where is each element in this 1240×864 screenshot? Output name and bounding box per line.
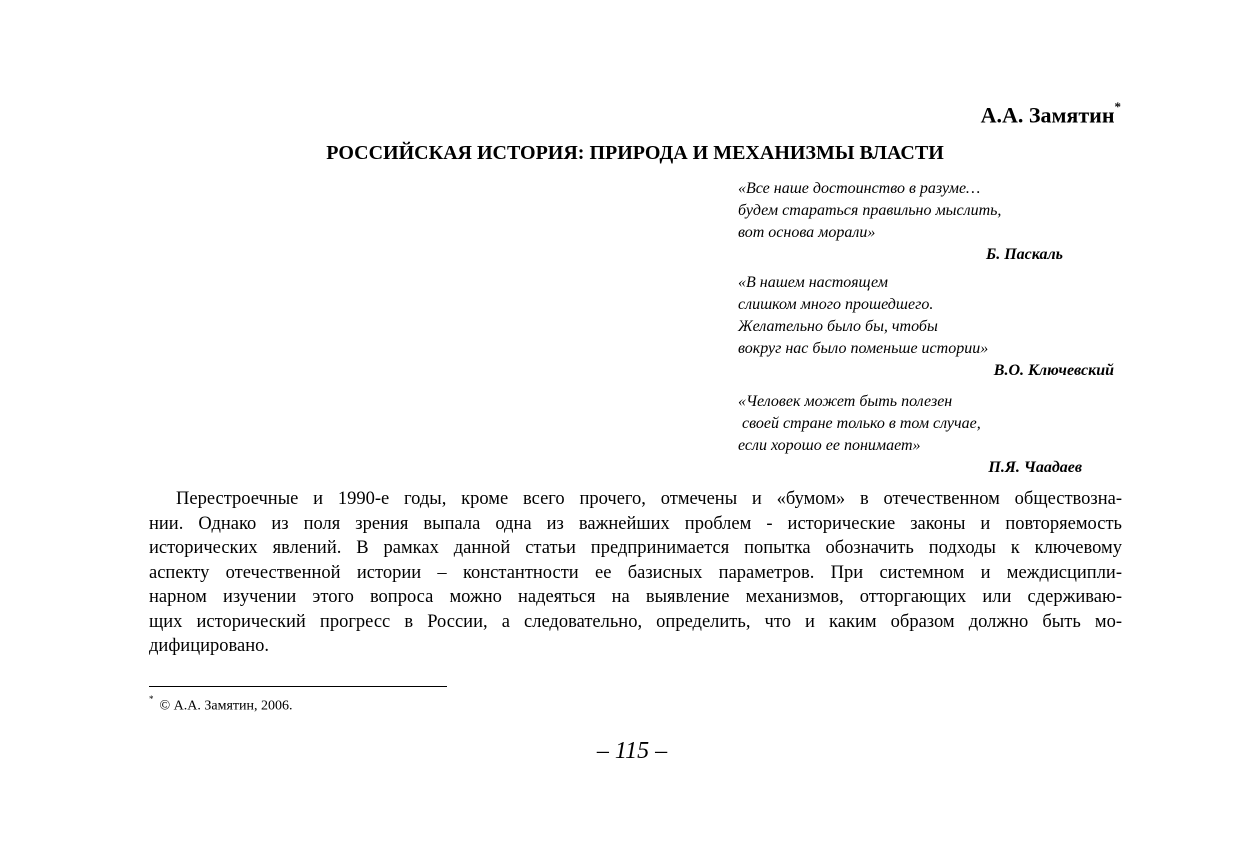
author-name: [980, 99, 1121, 128]
body-line: аспекту отечественной истории – константности ее базисных параметров. При системном и междисципли-: [149, 562, 1122, 583]
body-line: нии. Однако из поля зрения выпала одна из важнейших проблем - исторические законы и повторяемость: [149, 513, 1122, 534]
epigraph-attribution: В.О. Ключевский: [993, 362, 1114, 379]
author-name-text: А.А. Замятин: [980, 102, 1115, 128]
body-paragraph: [149, 487, 1122, 659]
footnote-divider: [149, 686, 447, 687]
epigraph-attribution: П.Я. Чаадаев: [988, 459, 1082, 476]
epigraph-line: будем стараться правильно мыслить,: [738, 202, 1002, 219]
footnote: [149, 696, 293, 715]
epigraph-line: «Человек может быть полезен: [738, 393, 953, 410]
epigraph-line: Желательно было бы, чтобы: [738, 318, 938, 335]
epigraph-line: вот основа морали»: [738, 224, 876, 241]
footnote-reference-mark: *: [1114, 99, 1121, 114]
epigraph-line: слишком много прошедшего.: [738, 296, 934, 313]
footnote-mark: *: [149, 694, 154, 704]
body-line: нарном изучении этого вопроса можно надеяться на выявление механизмов, отторгающих или сдерживаю-: [149, 587, 1122, 607]
epigraph-line: своей стране только в том случае,: [738, 415, 981, 432]
footnote-text: © А.А. Замятин, 2006.: [159, 698, 293, 714]
article-title: РОССИЙСКАЯ ИСТОРИЯ: ПРИРОДА И МЕХАНИЗМЫ ВЛАСТИ: [326, 142, 944, 164]
epigraph-attribution: Б. Паскаль: [986, 246, 1063, 263]
epigraph-line: если хорошо ее понимает»: [738, 437, 921, 454]
body-line: дифицировано.: [149, 636, 269, 656]
epigraph-line: «В нашем настоящем: [738, 274, 888, 291]
epigraph-chaadaev: [738, 391, 1114, 479]
epigraph-line: «Все наше достоинство в разуме…: [738, 180, 981, 197]
epigraph-line: вокруг нас было поменьше истории»: [738, 340, 989, 357]
epigraph-klyuchevsky: [738, 272, 1114, 382]
body-line: щих исторический прогресс в России, а следовательно, определить, что и каким образом должно быть мо-: [149, 611, 1122, 632]
page-number: – 115 –: [596, 738, 668, 764]
body-line: Перестроечные и 1990-е годы, кроме всего прочего, отмечены и «бумом» в отечественном обществозна-: [176, 489, 1122, 509]
epigraph-pascal: [738, 178, 1114, 266]
body-line: исторических явлений. В рамках данной статьи предпринимается попытка обозначить подходы к ключевому: [149, 538, 1122, 558]
